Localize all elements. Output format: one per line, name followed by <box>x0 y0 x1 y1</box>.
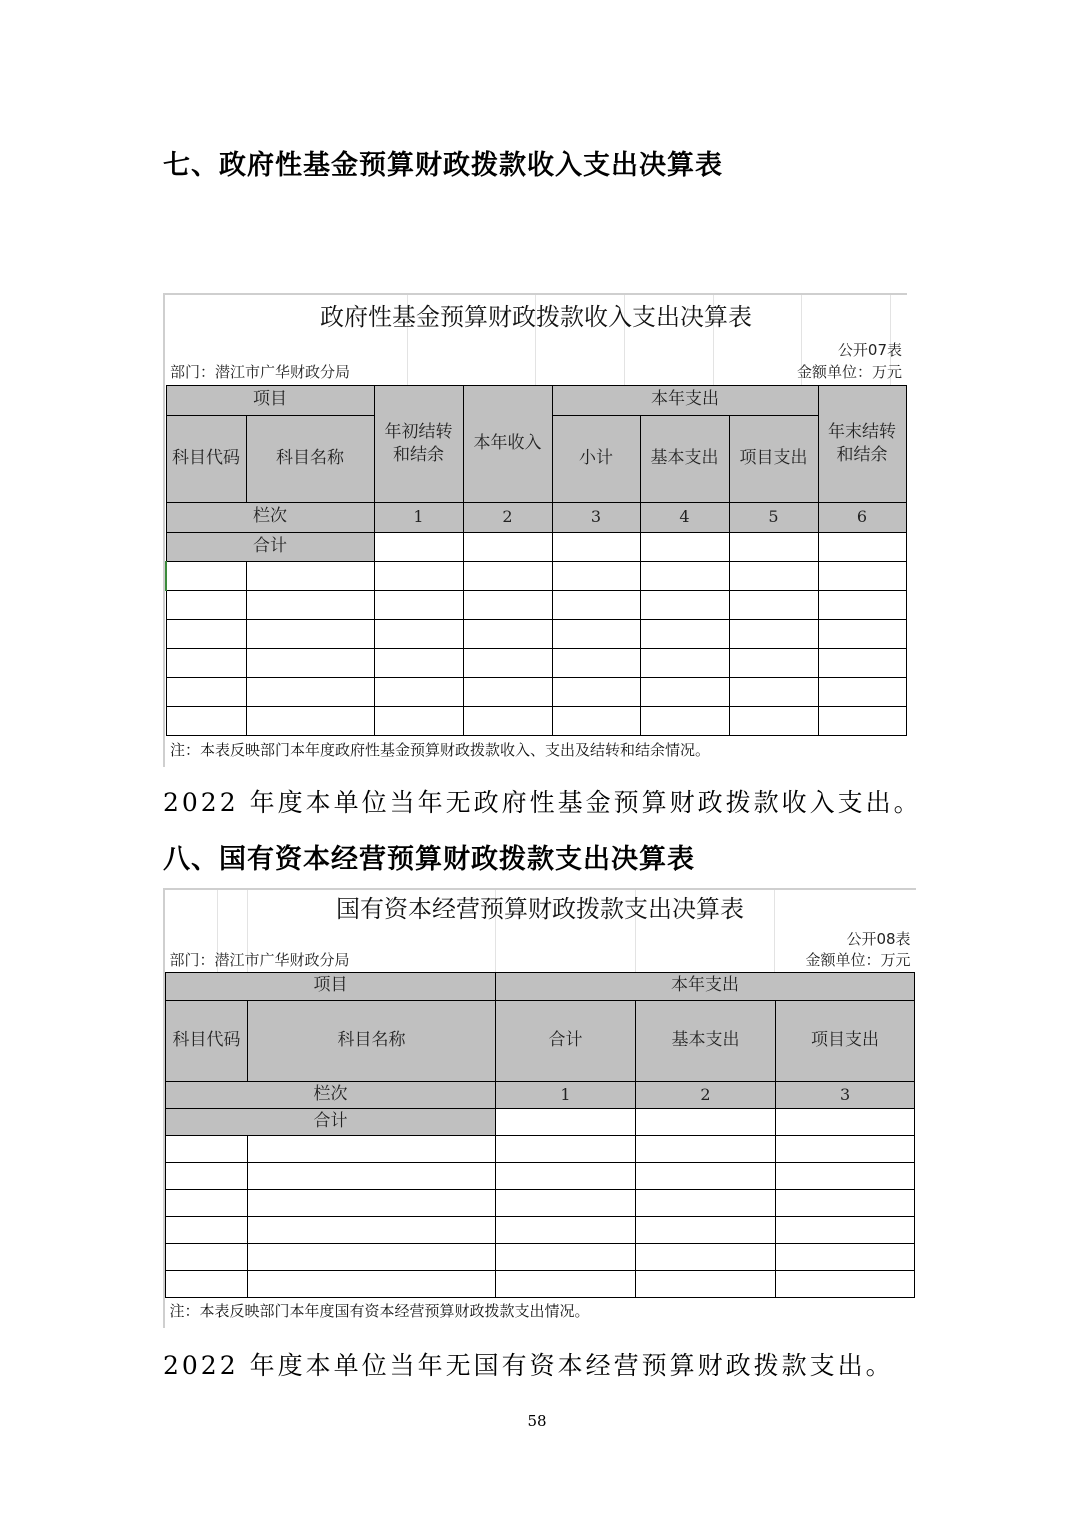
unit-label: 金额单位：万元 <box>796 363 902 382</box>
total-row-label: 合计 <box>166 1108 496 1135</box>
table-cell <box>776 1108 915 1135</box>
table-08-ref: 公开08表 <box>846 929 911 948</box>
page-number: 58 <box>527 1412 547 1430</box>
table-row <box>166 1270 915 1297</box>
header-basic: 基本支出 <box>636 1000 776 1081</box>
col-number: 2 <box>463 502 552 532</box>
table-08-sheet <box>163 888 916 1328</box>
header-item: 项目 <box>166 972 496 1000</box>
header-income: 本年收入 <box>463 385 552 502</box>
table-cell <box>729 532 818 561</box>
table-row <box>166 1216 915 1243</box>
col-number: 1 <box>496 1081 636 1108</box>
header-col-no: 栏次 <box>166 1081 496 1108</box>
table-cell <box>818 532 906 561</box>
header-name: 科目名称 <box>246 415 374 502</box>
header-code: 科目代码 <box>166 415 246 502</box>
header-name: 科目名称 <box>248 1000 496 1081</box>
table-07-title: 政府性基金预算财政拨款收入支出决算表 <box>320 303 752 331</box>
col-number: 1 <box>374 502 463 532</box>
header-this-year-expenditure: 本年支出 <box>552 385 818 415</box>
department-label: 部门：潜江市广华财政分局 <box>169 951 350 970</box>
table-07 <box>165 295 907 765</box>
section-8-statement: 2022 年度本单位当年无国有资本经营预算财政拨款支出。 <box>163 1351 894 1380</box>
table-08-note: 注：本表反映部门本年度国有资本经营预算财政拨款支出情况。 <box>166 1297 915 1325</box>
header-end-balance: 年末结转和结余 <box>818 385 906 502</box>
header-total-col: 合计 <box>496 1000 636 1081</box>
table-row <box>166 590 906 619</box>
total-row-label: 合计 <box>166 532 374 561</box>
col-number: 6 <box>818 502 906 532</box>
table-row <box>166 561 906 590</box>
table-08 <box>165 890 915 1325</box>
header-project: 项目支出 <box>776 1000 915 1081</box>
header-item: 项目 <box>166 385 374 415</box>
table-cell <box>640 532 729 561</box>
table-cell <box>552 532 640 561</box>
table-07-note: 注：本表反映部门本年度政府性基金预算财政拨款收入、支出及结转和结余情况。 <box>166 735 906 765</box>
table-08-meta <box>166 950 915 972</box>
table-cell <box>374 532 463 561</box>
unit-label: 金额单位：万元 <box>805 951 911 970</box>
header-code: 科目代码 <box>166 1000 248 1081</box>
table-cell <box>496 1108 636 1135</box>
header-project: 项目支出 <box>729 415 818 502</box>
table-cell <box>636 1108 776 1135</box>
header-begin-balance: 年初结转和结余 <box>374 385 463 502</box>
table-07-sheet <box>163 293 907 767</box>
table-row <box>166 1189 915 1216</box>
table-07-meta <box>166 361 906 385</box>
col-number: 4 <box>640 502 729 532</box>
table-row <box>166 677 906 706</box>
table-row <box>166 648 906 677</box>
col-number: 3 <box>776 1081 915 1108</box>
section-7-heading: 七、政府性基金预算财政拨款收入支出决算表 <box>163 150 723 181</box>
table-row <box>166 1135 915 1162</box>
section-8-heading: 八、国有资本经营预算财政拨款支出决算表 <box>163 844 695 875</box>
department-label: 部门：潜江市广华财政分局 <box>170 363 351 382</box>
header-basic: 基本支出 <box>640 415 729 502</box>
section-7-statement: 2022 年度本单位当年无政府性基金预算财政拨款收入支出。 <box>163 788 922 817</box>
table-cell <box>463 532 552 561</box>
table-row <box>166 1243 915 1270</box>
col-number: 5 <box>729 502 818 532</box>
table-08-title: 国有资本经营预算财政拨款支出决算表 <box>336 895 745 923</box>
header-col-no: 栏次 <box>166 502 374 532</box>
table-07-ref: 公开07表 <box>837 340 902 359</box>
table-row <box>166 706 906 735</box>
col-number: 2 <box>636 1081 776 1108</box>
header-subtotal: 小计 <box>552 415 640 502</box>
table-row <box>166 619 906 648</box>
col-number: 3 <box>552 502 640 532</box>
header-this-year-expenditure: 本年支出 <box>496 972 915 1000</box>
table-row <box>166 1162 915 1189</box>
